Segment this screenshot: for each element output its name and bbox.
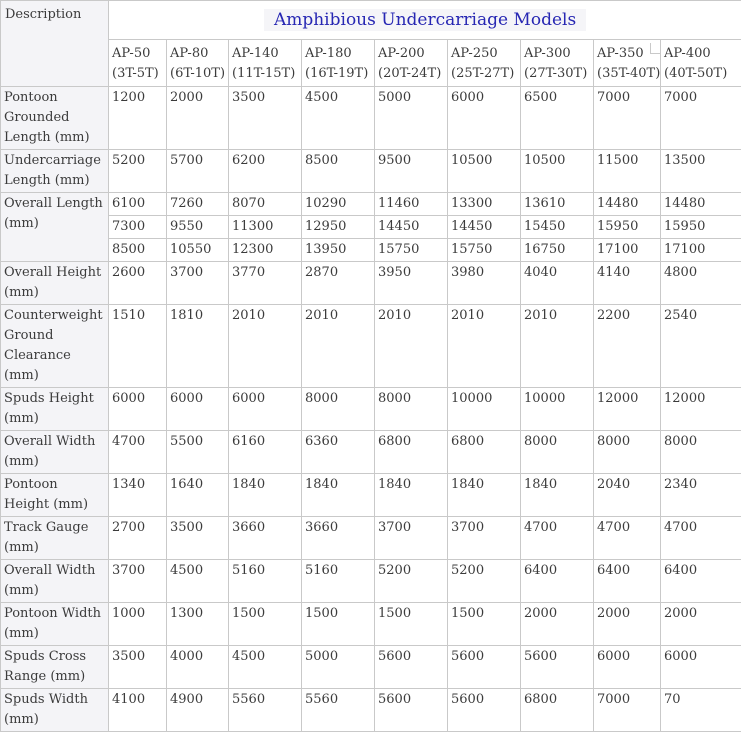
data-cell: 5200 bbox=[109, 150, 167, 193]
data-cell: 7000 bbox=[594, 689, 661, 732]
data-cell: 13610 bbox=[521, 193, 594, 216]
data-cell: 2200 bbox=[594, 305, 661, 388]
data-cell: 6000 bbox=[229, 388, 302, 431]
data-cell: 12000 bbox=[594, 388, 661, 431]
data-cell: 6360 bbox=[302, 431, 375, 474]
data-cell: 10550 bbox=[167, 239, 229, 262]
data-cell: 14450 bbox=[448, 216, 521, 239]
data-cell: 2000 bbox=[167, 87, 229, 150]
data-cell: 1200 bbox=[109, 87, 167, 150]
table-row bbox=[1, 87, 741, 150]
table-row bbox=[1, 560, 741, 603]
data-cell: 6000 bbox=[167, 388, 229, 431]
data-cell: 10500 bbox=[448, 150, 521, 193]
data-cell: 4100 bbox=[109, 689, 167, 732]
data-cell: 1500 bbox=[448, 603, 521, 646]
model-range: (16T-19T) bbox=[305, 64, 371, 84]
data-cell: 2010 bbox=[448, 305, 521, 388]
data-cell: 6200 bbox=[229, 150, 302, 193]
table-row bbox=[1, 431, 741, 474]
data-cell: 2010 bbox=[229, 305, 302, 388]
model-name: AP-400 bbox=[664, 44, 738, 64]
data-cell: 15750 bbox=[448, 239, 521, 262]
data-cell: 8500 bbox=[302, 150, 375, 193]
data-cell: 5600 bbox=[375, 689, 448, 732]
row-label: Counterweight Ground Clearance (mm) bbox=[1, 305, 109, 388]
data-cell: 3700 bbox=[167, 262, 229, 305]
data-cell: 2540 bbox=[661, 305, 741, 388]
data-cell: 5600 bbox=[448, 646, 521, 689]
model-range: (40T-50T) bbox=[664, 64, 738, 84]
column-header-ap-300 bbox=[521, 40, 594, 87]
row-label: Pontoon Width (mm) bbox=[1, 603, 109, 646]
data-cell: 1500 bbox=[375, 603, 448, 646]
column-header-ap-400 bbox=[661, 40, 741, 87]
data-cell: 1500 bbox=[302, 603, 375, 646]
data-cell: 2000 bbox=[661, 603, 741, 646]
data-cell: 14450 bbox=[375, 216, 448, 239]
corner-header: Description bbox=[1, 1, 109, 87]
data-cell: 3660 bbox=[302, 517, 375, 560]
data-cell: 10000 bbox=[521, 388, 594, 431]
data-cell: 3500 bbox=[109, 646, 167, 689]
row-label: Overall Length (mm) bbox=[1, 193, 109, 262]
data-cell: 6800 bbox=[521, 689, 594, 732]
data-cell: 1840 bbox=[229, 474, 302, 517]
data-cell: 6000 bbox=[109, 388, 167, 431]
data-cell: 5600 bbox=[521, 646, 594, 689]
title-row bbox=[1, 1, 741, 40]
data-cell: 17100 bbox=[661, 239, 741, 262]
table-row bbox=[1, 388, 741, 431]
data-cell: 2700 bbox=[109, 517, 167, 560]
data-cell: 15450 bbox=[521, 216, 594, 239]
data-cell: 6800 bbox=[448, 431, 521, 474]
data-cell: 5700 bbox=[167, 150, 229, 193]
data-cell: 1840 bbox=[375, 474, 448, 517]
data-cell: 6000 bbox=[661, 646, 741, 689]
data-cell: 3980 bbox=[448, 262, 521, 305]
data-cell: 3700 bbox=[375, 517, 448, 560]
data-cell: 14480 bbox=[594, 193, 661, 216]
data-cell: 4000 bbox=[167, 646, 229, 689]
table-row bbox=[1, 517, 741, 560]
data-cell: 7260 bbox=[167, 193, 229, 216]
data-cell: 2000 bbox=[521, 603, 594, 646]
data-cell: 10000 bbox=[448, 388, 521, 431]
data-cell: 8000 bbox=[375, 388, 448, 431]
model-range: (25T-27T) bbox=[451, 64, 517, 84]
column-header-ap-250 bbox=[448, 40, 521, 87]
row-label: Overall Width (mm) bbox=[1, 431, 109, 474]
table-subrow bbox=[1, 239, 741, 262]
data-cell: 5000 bbox=[302, 646, 375, 689]
model-name: AP-350 bbox=[597, 44, 657, 64]
data-cell: 13950 bbox=[302, 239, 375, 262]
data-cell: 4700 bbox=[521, 517, 594, 560]
data-cell: 2000 bbox=[594, 603, 661, 646]
column-header-ap-350 bbox=[594, 40, 661, 87]
data-cell: 2870 bbox=[302, 262, 375, 305]
data-cell: 7000 bbox=[661, 87, 741, 150]
data-cell: 3660 bbox=[229, 517, 302, 560]
model-name: AP-300 bbox=[524, 44, 590, 64]
data-cell: 1300 bbox=[167, 603, 229, 646]
model-name: AP-180 bbox=[305, 44, 371, 64]
row-label: Overall Height (mm) bbox=[1, 262, 109, 305]
data-cell: 6160 bbox=[229, 431, 302, 474]
data-cell: 1840 bbox=[302, 474, 375, 517]
data-cell: 4040 bbox=[521, 262, 594, 305]
data-cell: 9550 bbox=[167, 216, 229, 239]
column-header-ap-200 bbox=[375, 40, 448, 87]
data-cell: 13300 bbox=[448, 193, 521, 216]
model-name: AP-50 bbox=[112, 44, 163, 64]
data-cell: 9500 bbox=[375, 150, 448, 193]
data-cell: 8000 bbox=[661, 431, 741, 474]
data-cell: 3700 bbox=[109, 560, 167, 603]
data-cell: 2040 bbox=[594, 474, 661, 517]
data-cell: 4140 bbox=[594, 262, 661, 305]
data-cell: 4700 bbox=[594, 517, 661, 560]
image-placeholder-notch bbox=[650, 43, 661, 54]
data-cell: 8500 bbox=[109, 239, 167, 262]
data-cell: 5000 bbox=[375, 87, 448, 150]
data-cell: 5560 bbox=[302, 689, 375, 732]
table-row bbox=[1, 603, 741, 646]
data-cell: 70 bbox=[661, 689, 741, 732]
model-header-row bbox=[1, 40, 741, 87]
data-cell: 3500 bbox=[229, 87, 302, 150]
row-label: Pontoon Height (mm) bbox=[1, 474, 109, 517]
data-cell: 3770 bbox=[229, 262, 302, 305]
row-label: Undercarriage Length (mm) bbox=[1, 150, 109, 193]
data-cell: 13500 bbox=[661, 150, 741, 193]
data-cell: 5560 bbox=[229, 689, 302, 732]
column-header-ap-50 bbox=[109, 40, 167, 87]
row-label: Overall Width (mm) bbox=[1, 560, 109, 603]
data-cell: 4900 bbox=[167, 689, 229, 732]
data-cell: 15950 bbox=[594, 216, 661, 239]
model-range: (35T-40T) bbox=[597, 64, 657, 84]
data-cell: 6400 bbox=[521, 560, 594, 603]
data-cell: 11300 bbox=[229, 216, 302, 239]
data-cell: 5160 bbox=[229, 560, 302, 603]
data-cell: 6800 bbox=[375, 431, 448, 474]
model-range: (6T-10T) bbox=[170, 64, 225, 84]
data-cell: 1810 bbox=[167, 305, 229, 388]
row-label: Spuds Height (mm) bbox=[1, 388, 109, 431]
data-cell: 1340 bbox=[109, 474, 167, 517]
data-cell: 1840 bbox=[448, 474, 521, 517]
data-cell: 8000 bbox=[521, 431, 594, 474]
model-range: (20T-24T) bbox=[378, 64, 444, 84]
data-cell: 6400 bbox=[661, 560, 741, 603]
data-cell: 6000 bbox=[594, 646, 661, 689]
data-cell: 2010 bbox=[521, 305, 594, 388]
data-cell: 15950 bbox=[661, 216, 741, 239]
data-cell: 11500 bbox=[594, 150, 661, 193]
table-row bbox=[1, 474, 741, 517]
data-cell: 2010 bbox=[302, 305, 375, 388]
data-cell: 16750 bbox=[521, 239, 594, 262]
data-cell: 5200 bbox=[375, 560, 448, 603]
model-name: AP-80 bbox=[170, 44, 225, 64]
data-cell: 6400 bbox=[594, 560, 661, 603]
row-label: Spuds Cross Range (mm) bbox=[1, 646, 109, 689]
data-cell: 6500 bbox=[521, 87, 594, 150]
data-cell: 1510 bbox=[109, 305, 167, 388]
data-cell: 1500 bbox=[229, 603, 302, 646]
data-cell: 2010 bbox=[375, 305, 448, 388]
data-cell: 4500 bbox=[229, 646, 302, 689]
data-cell: 10290 bbox=[302, 193, 375, 216]
data-cell: 7300 bbox=[109, 216, 167, 239]
row-label: Pontoon Grounded Length (mm) bbox=[1, 87, 109, 150]
data-cell: 14480 bbox=[661, 193, 741, 216]
data-cell: 1840 bbox=[521, 474, 594, 517]
data-cell: 7000 bbox=[594, 87, 661, 150]
data-cell: 5600 bbox=[375, 646, 448, 689]
data-cell: 3500 bbox=[167, 517, 229, 560]
data-cell: 3700 bbox=[448, 517, 521, 560]
data-cell: 4500 bbox=[167, 560, 229, 603]
table-title-cell bbox=[109, 1, 741, 40]
table-row bbox=[1, 305, 741, 388]
model-name: AP-250 bbox=[451, 44, 517, 64]
row-label: Track Gauge (mm) bbox=[1, 517, 109, 560]
table-title: Amphibious Undercarriage Models bbox=[264, 9, 586, 31]
column-header-ap-80 bbox=[167, 40, 229, 87]
table-row bbox=[1, 262, 741, 305]
column-header-ap-180 bbox=[302, 40, 375, 87]
column-header-ap-140 bbox=[229, 40, 302, 87]
table-subrow bbox=[1, 216, 741, 239]
data-cell: 11460 bbox=[375, 193, 448, 216]
data-cell: 5200 bbox=[448, 560, 521, 603]
data-cell: 4700 bbox=[661, 517, 741, 560]
data-cell: 5600 bbox=[448, 689, 521, 732]
data-cell: 4800 bbox=[661, 262, 741, 305]
data-cell: 3950 bbox=[375, 262, 448, 305]
model-name: AP-140 bbox=[232, 44, 298, 64]
model-range: (27T-30T) bbox=[524, 64, 590, 84]
row-label: Spuds Width (mm) bbox=[1, 689, 109, 732]
data-cell: 4500 bbox=[302, 87, 375, 150]
model-range: (3T-5T) bbox=[112, 64, 163, 84]
data-cell: 2600 bbox=[109, 262, 167, 305]
data-cell: 8000 bbox=[594, 431, 661, 474]
data-cell: 8070 bbox=[229, 193, 302, 216]
data-cell: 12300 bbox=[229, 239, 302, 262]
data-cell: 5500 bbox=[167, 431, 229, 474]
data-cell: 8000 bbox=[302, 388, 375, 431]
data-cell: 6100 bbox=[109, 193, 167, 216]
data-cell: 1640 bbox=[167, 474, 229, 517]
data-cell: 12950 bbox=[302, 216, 375, 239]
data-cell: 15750 bbox=[375, 239, 448, 262]
data-cell: 1000 bbox=[109, 603, 167, 646]
table-row bbox=[1, 193, 741, 216]
model-range: (11T-15T) bbox=[232, 64, 298, 84]
data-cell: 4700 bbox=[109, 431, 167, 474]
table-row bbox=[1, 150, 741, 193]
data-cell: 2340 bbox=[661, 474, 741, 517]
table-row bbox=[1, 646, 741, 689]
data-cell: 10500 bbox=[521, 150, 594, 193]
data-cell: 17100 bbox=[594, 239, 661, 262]
model-name: AP-200 bbox=[378, 44, 444, 64]
data-cell: 12000 bbox=[661, 388, 741, 431]
data-cell: 6000 bbox=[448, 87, 521, 150]
data-cell: 5160 bbox=[302, 560, 375, 603]
table-row bbox=[1, 689, 741, 732]
